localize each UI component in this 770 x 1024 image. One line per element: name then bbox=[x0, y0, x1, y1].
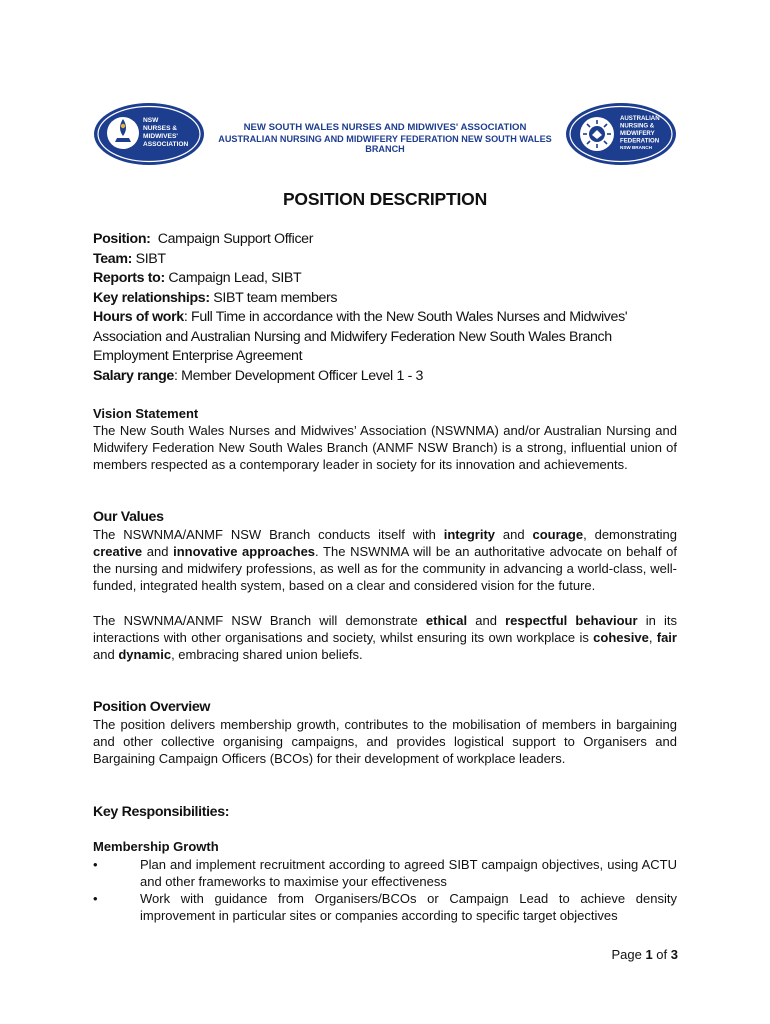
values-p1-text-4: and bbox=[142, 544, 174, 559]
position-fields bbox=[93, 230, 677, 386]
bullet-icon: • bbox=[93, 857, 98, 872]
field-team bbox=[93, 250, 677, 270]
values-heading: Our Values bbox=[93, 509, 164, 525]
page-total: 3 bbox=[670, 947, 678, 962]
values-p1-bold-1: integrity bbox=[443, 527, 496, 542]
bullet-icon: • bbox=[93, 891, 98, 906]
values-p1-text-1: The NSWNMA/ANMF NSW Branch conducts itself with bbox=[93, 527, 444, 542]
logo-right-line-5: NSW BRANCH bbox=[620, 145, 652, 150]
logo-left-line-1: NSW bbox=[143, 117, 159, 124]
page-current: 1 bbox=[645, 947, 653, 962]
values-p1-text-5: . The NSWNMA will be an authoritative advocate on behalf of the nursing and midwifery professions, as well as for the community in advancing a world-class, well-funded, integrated health system, based on a clear and considered vision for the future. bbox=[93, 544, 677, 593]
values-p2-text-2: and bbox=[467, 613, 506, 628]
responsibilities-list bbox=[93, 856, 677, 924]
field-key-relationships bbox=[93, 289, 677, 309]
federation-name: AUSTRALIAN NURSING AND MIDWIFERY FEDERATION NEW SOUTH WALES BRANCH bbox=[218, 134, 552, 154]
membership-growth-heading: Membership Growth bbox=[93, 839, 219, 854]
responsibilities-section bbox=[93, 803, 677, 855]
overview-text: The position delivers membership growth, contributes to the mobilisation of members in bargaining and other collective organising campaigns, and provides logistical support to Organisers and Bargaining Campaign Officers (BCOs) for their development of workplace leaders. bbox=[93, 717, 677, 766]
values-p2-text-4: , bbox=[648, 630, 657, 645]
values-p2-bold-3: cohesive bbox=[593, 630, 649, 645]
values-p1-bold-3: creative bbox=[93, 544, 143, 559]
field-position-value: Campaign Support Officer bbox=[157, 231, 314, 247]
logo-right-line-3: MIDWIFERY bbox=[620, 130, 655, 137]
logo-left-line-4: ASSOCIATION bbox=[143, 141, 189, 148]
values-p2-bold-1: ethical bbox=[425, 613, 468, 628]
logo-right-line-2: NURSING & bbox=[620, 122, 655, 130]
values-p2-text-6: , embracing shared union beliefs. bbox=[171, 647, 363, 662]
field-hours bbox=[93, 308, 677, 367]
vision-heading: Vision Statement bbox=[93, 406, 199, 421]
values-p2-bold-4: fair bbox=[656, 630, 677, 645]
logo-left-line-3: MIDWIVES' bbox=[143, 133, 178, 140]
values-p2-bold-2: respectful behaviour bbox=[505, 613, 638, 628]
field-reports-label: Reports to: bbox=[93, 270, 165, 286]
field-salary-label: Salary range bbox=[93, 367, 174, 384]
page-number bbox=[560, 947, 678, 962]
values-paragraph-2 bbox=[93, 612, 677, 663]
field-position-label: Position: bbox=[93, 231, 151, 247]
nswnma-logo bbox=[93, 102, 205, 166]
page-of-word: of bbox=[656, 947, 668, 962]
values-paragraph-1 bbox=[93, 526, 677, 594]
values-p2-text-3: in its interactions with other organisations and society, whilst ensuring its own workplace is bbox=[93, 613, 677, 645]
logo-right-line-1: AUSTRALIAN bbox=[620, 115, 660, 122]
responsibilities-heading: Key Responsibilities: bbox=[93, 804, 230, 820]
field-salary-value: : Member Development Officer Level 1 - 3 bbox=[173, 367, 424, 384]
values-p1-bold-2: courage bbox=[532, 527, 584, 542]
vision-section bbox=[93, 405, 677, 473]
logo-right-line-4: FEDERATION bbox=[620, 137, 660, 145]
values-p2-text-1: The NSWNMA/ANMF NSW Branch will demonstrate bbox=[93, 613, 426, 628]
values-p2-text-5: and bbox=[93, 647, 119, 662]
field-key-rel-value: SIBT team members bbox=[213, 289, 338, 306]
field-key-rel-label: Key relationships: bbox=[93, 289, 210, 306]
vision-text: The New South Wales Nurses and Midwives’ Association (NSWNMA) and/or Australian Nursing and Midwifery Federation New South Wales Branch (ANMF NSW Branch) is a strong, influential union of members respected as a contemporary leader in society for its innovation and achievements. bbox=[93, 423, 677, 472]
list-item-text: Plan and implement recruitment according to agreed SIBT campaign objectives, using ACTU and other frameworks to maximise your effectiveness bbox=[140, 857, 677, 889]
association-name: NEW SOUTH WALES NURSES AND MIDWIVES' ASSOCIATION bbox=[243, 122, 527, 133]
page-word: Page bbox=[611, 947, 642, 962]
list-item-text: Work with guidance from Organisers/BCOs or Campaign Lead to achieve density improvement in particular sites or companies according to specific target objectives bbox=[140, 891, 677, 923]
logo-left-line-2: NURSES & bbox=[143, 125, 178, 132]
list-item bbox=[93, 890, 677, 924]
list-item bbox=[93, 856, 677, 890]
values-p1-text-2: and bbox=[495, 527, 533, 542]
anmf-logo bbox=[565, 102, 677, 166]
field-reports-to bbox=[93, 269, 677, 289]
field-team-label: Team: bbox=[93, 250, 132, 267]
values-section bbox=[93, 508, 677, 663]
field-position bbox=[93, 230, 677, 250]
overview-section bbox=[93, 698, 677, 767]
field-hours-value: : Full Time in accordance with the New South Wales Nurses and Midwives' Association and Australian Nursing and Midwifery Federation New South Wales Branch Employment Enterprise Agreement bbox=[93, 309, 628, 364]
values-p2-bold-5: dynamic bbox=[118, 647, 172, 662]
field-team-value: SIBT bbox=[135, 250, 166, 267]
values-p1-bold-4: innovative approaches bbox=[173, 544, 316, 559]
page-title: POSITION DESCRIPTION bbox=[282, 189, 488, 209]
overview-heading: Position Overview bbox=[93, 699, 211, 715]
field-hours-label: Hours of work bbox=[93, 309, 184, 325]
field-reports-value: Campaign Lead, SIBT bbox=[168, 270, 302, 286]
field-salary bbox=[93, 367, 677, 387]
values-p1-text-3: , demonstrating bbox=[583, 527, 677, 542]
